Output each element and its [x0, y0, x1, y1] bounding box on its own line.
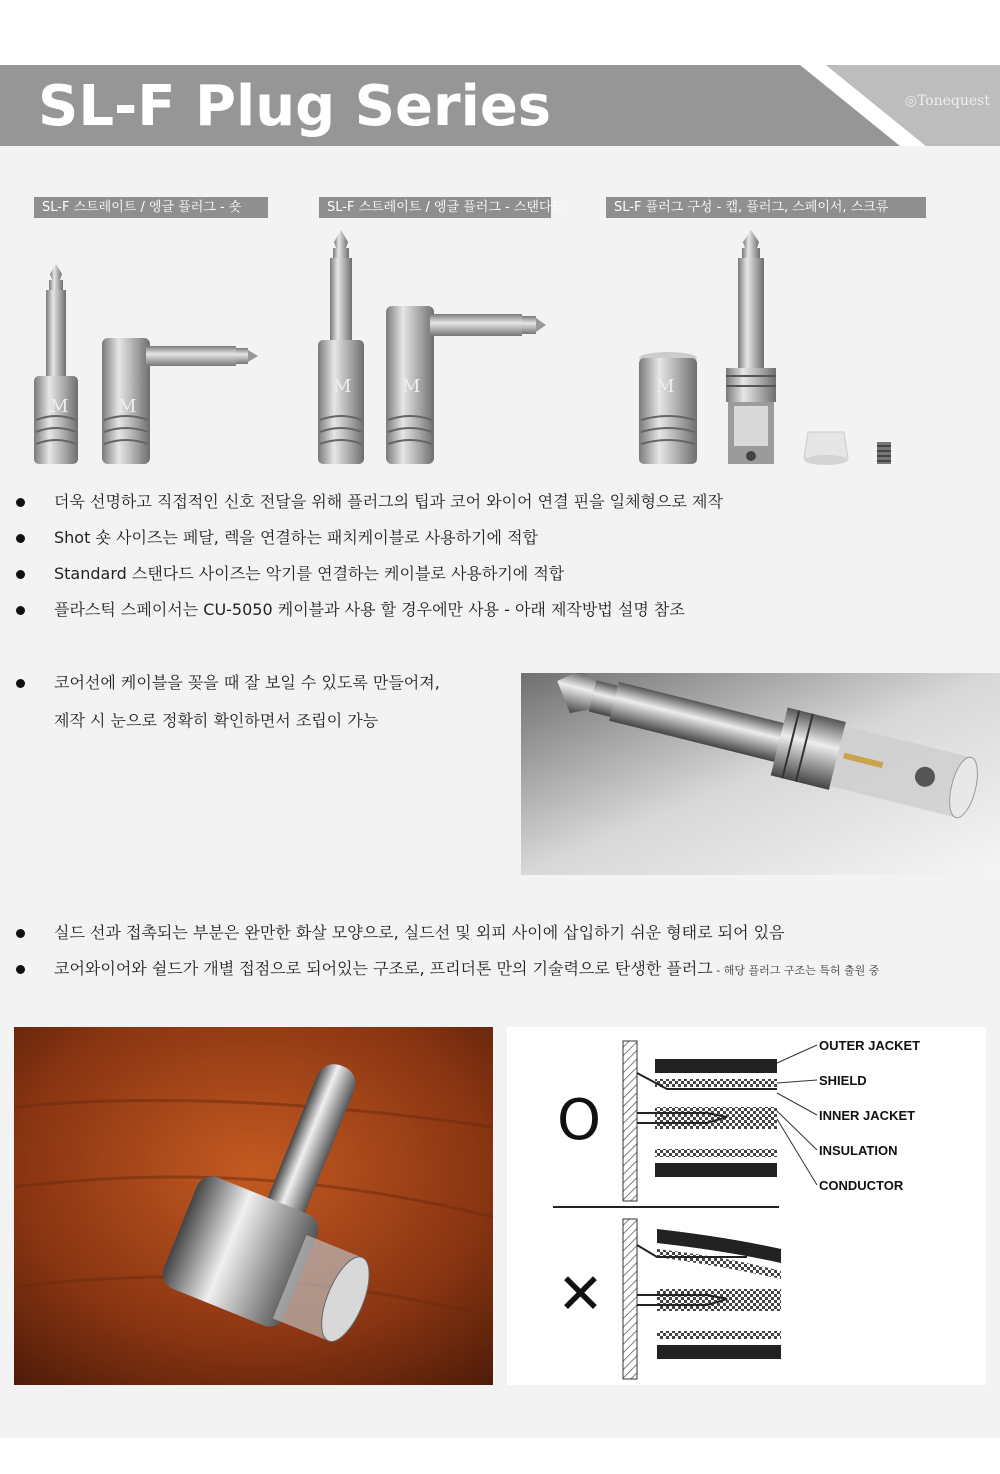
label-insulation: INSULATION	[819, 1143, 898, 1158]
wrong-symbol-icon: ✕	[557, 1262, 604, 1327]
svg-text:M: M	[333, 376, 352, 397]
bullet-text: 더욱 선명하고 직접적인 신호 전달을 위해 플러그의 팁과 코어 와이어 연결 핀을 일체형으로 제작	[54, 492, 723, 511]
core-note-continuation: 제작 시 눈으로 정확히 확인하면서 조립이 가능	[54, 711, 379, 730]
brand-logo	[905, 93, 990, 109]
short-angle-plug	[102, 338, 258, 464]
patent-note: - 해당 플러그 구조는 특허 출원 중	[712, 964, 880, 977]
tag-short-plug: SL-F 스트레이트 / 엥글 플러그 - 숏	[34, 197, 268, 218]
product-illustrations	[0, 220, 1000, 475]
bullet-dot	[16, 965, 25, 974]
list-item	[0, 954, 1000, 984]
svg-text:M: M	[402, 376, 421, 397]
svg-text:M: M	[118, 396, 137, 417]
list-item	[0, 559, 1000, 589]
bullet-dot	[16, 570, 25, 579]
bullet-text: Standard 스탠다드 사이즈는 악기를 연결하는 케이블로 사용하기에 적합	[54, 564, 565, 583]
tag-standard-plug: SL-F 스트레이트 / 엥글 플러그 - 스탠다드	[319, 197, 551, 218]
page-title: SL-F Plug Series	[38, 74, 552, 139]
plug-cap	[639, 352, 697, 464]
diagram-drawing	[507, 1027, 986, 1385]
tag-plug-components: SL-F 플러그 구성 - 캡, 플러그, 스페이서, 스크류	[606, 197, 926, 218]
logo-icon: ◎	[904, 93, 917, 109]
footer-band	[0, 1438, 1000, 1474]
correct-symbol-icon: O	[557, 1088, 602, 1153]
short-straight-plug	[34, 264, 78, 464]
header-banner	[0, 65, 1000, 146]
standard-straight-plug	[318, 230, 364, 464]
list-item	[0, 918, 1000, 948]
bullet-dot	[16, 679, 25, 688]
bullet-dot	[16, 606, 25, 615]
standard-angle-plug	[386, 306, 546, 464]
label-shield: SHIELD	[819, 1073, 867, 1088]
bullet-text: 실드 선과 접촉되는 부분은 완만한 화살 모양으로, 실드선 및 외피 사이에 삽입하기 쉬운 형태로 되어 있음	[54, 923, 785, 942]
plastic-spacer	[804, 432, 848, 465]
bullet-text	[54, 958, 879, 982]
bullet-dot	[16, 929, 25, 938]
bullet-dot	[16, 534, 25, 543]
label-conductor: CONDUCTOR	[819, 1178, 904, 1193]
bullet-text: 코어선에 케이블을 꽂을 때 잘 보일 수 있도록 만들어져,	[54, 673, 440, 692]
label-outer-jacket: OUTER JACKET	[819, 1038, 921, 1053]
plug-closeup-photo	[521, 673, 1000, 875]
label-inner-jacket: INNER JACKET	[819, 1108, 916, 1123]
list-item	[0, 487, 1000, 517]
svg-text:M: M	[656, 376, 675, 397]
svg-text:M: M	[50, 396, 69, 417]
bullet-text: 플라스틱 스페이서는 CU-5050 케이블과 사용 할 경우에만 사용 - 아래 제작방법 설명 참조	[54, 600, 685, 619]
list-item	[0, 523, 1000, 553]
bullet-text: Shot 숏 사이즈는 페달, 렉을 연결하는 패치케이블로 사용하기에 적합	[54, 528, 538, 547]
bullet-dot	[16, 498, 25, 507]
plug-body	[726, 230, 776, 464]
cable-assembly-diagram	[507, 1027, 986, 1385]
bullet-main-text: 코어와이어와 쉴드가 개별 접점으로 되어있는 구조로, 프리더톤 만의 기술력으로 탄생한 플러그	[54, 959, 713, 978]
logo-text: Tonequest	[916, 93, 990, 109]
set-screw	[877, 442, 891, 464]
angle-plug-photo	[14, 1027, 493, 1385]
list-item	[0, 595, 1000, 625]
